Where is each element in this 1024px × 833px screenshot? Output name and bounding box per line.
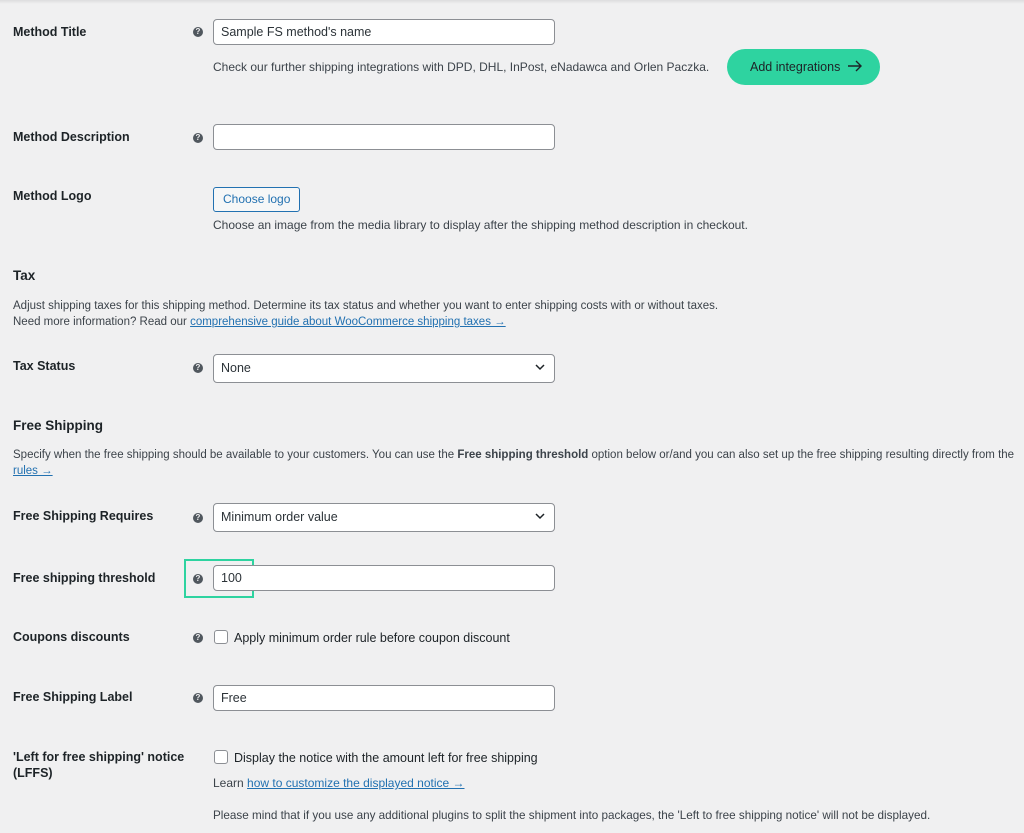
free-shipping-requires-value: Minimum order value bbox=[221, 510, 338, 524]
lffs-label-line1: 'Left for free shipping' notice bbox=[13, 750, 185, 764]
help-icon[interactable]: ? bbox=[193, 574, 203, 584]
tax-info bbox=[13, 314, 506, 330]
free-shipping-requires-select[interactable] bbox=[213, 503, 555, 532]
help-icon[interactable]: ? bbox=[193, 693, 203, 703]
fs-desc-pre: Specify when the free shipping should be available to your customers. You can use the bbox=[13, 449, 455, 461]
method-description-input[interactable] bbox=[213, 124, 555, 150]
lffs-label-line2: (LFFS) bbox=[13, 766, 53, 780]
method-title-input[interactable]: Sample FS method's name bbox=[213, 19, 555, 45]
arrow-right-icon bbox=[847, 60, 863, 72]
tax-heading: Tax bbox=[13, 268, 36, 283]
chevron-down-icon bbox=[535, 512, 545, 520]
tax-status-select[interactable] bbox=[213, 354, 555, 383]
tax-status-label: Tax Status bbox=[13, 359, 76, 373]
free-shipping-threshold-label: Free shipping threshold bbox=[13, 571, 156, 585]
logo-description: Choose an image from the media library to display after the shipping method description in checkout. bbox=[213, 218, 748, 232]
tax-guide-link[interactable]: comprehensive guide about WooCommerce shipping taxes → bbox=[190, 316, 506, 328]
tax-status-value: None bbox=[221, 361, 251, 375]
method-description-label: Method Description bbox=[13, 130, 130, 144]
free-shipping-heading: Free Shipping bbox=[13, 418, 104, 433]
coupons-discounts-label: Coupons discounts bbox=[13, 630, 130, 644]
free-shipping-description bbox=[13, 447, 1014, 463]
help-icon[interactable]: ? bbox=[193, 513, 203, 523]
lffs-learn-link[interactable]: how to customize the displayed notice → bbox=[247, 776, 465, 790]
add-integrations-label: Add integrations bbox=[750, 60, 841, 74]
help-icon[interactable]: ? bbox=[193, 27, 203, 37]
lffs-learn bbox=[213, 775, 465, 791]
help-icon[interactable]: ? bbox=[193, 133, 203, 143]
choose-logo-button[interactable]: Choose logo bbox=[213, 187, 300, 212]
rules-link[interactable]: rules → bbox=[13, 465, 53, 477]
lffs-checkbox[interactable] bbox=[214, 750, 228, 764]
fs-desc-bold: Free shipping threshold bbox=[457, 449, 589, 461]
rules-link-row bbox=[13, 463, 53, 479]
help-icon[interactable]: ? bbox=[193, 633, 203, 643]
free-shipping-threshold-input[interactable]: 100 bbox=[213, 565, 555, 591]
lffs-learn-prefix: Learn bbox=[213, 776, 244, 790]
free-shipping-label-input[interactable]: Free bbox=[213, 685, 555, 711]
add-integrations-button[interactable] bbox=[727, 49, 880, 85]
help-icon[interactable]: ? bbox=[193, 363, 203, 373]
method-title-label: Method Title bbox=[13, 25, 87, 39]
tax-description: Adjust shipping taxes for this shipping method. Determine its tax status and whether you want to enter shipping costs with or without taxes. bbox=[13, 300, 719, 312]
lffs-note: Please mind that if you use any additional plugins to split the shipment into packages, the 'Left to free shipping notice' will not be displayed. bbox=[213, 809, 931, 822]
top-shadow bbox=[0, 0, 1024, 4]
fs-desc-post: option below or/and you can also set up the free shipping resulting directly from the bbox=[591, 449, 1015, 461]
coupons-checkbox-label: Apply minimum order rule before coupon discount bbox=[234, 631, 510, 645]
integrations-text: Check our further shipping integrations with DPD, DHL, InPost, eNadawca and Orlen Paczka. bbox=[213, 60, 710, 74]
chevron-down-icon bbox=[535, 363, 545, 371]
free-shipping-requires-label: Free Shipping Requires bbox=[13, 509, 154, 523]
free-shipping-label-label: Free Shipping Label bbox=[13, 690, 133, 704]
tax-info-prefix: Need more information? Read our bbox=[13, 316, 187, 328]
coupons-checkbox[interactable] bbox=[214, 630, 228, 644]
lffs-checkbox-label: Display the notice with the amount left for free shipping bbox=[234, 751, 538, 765]
method-logo-label: Method Logo bbox=[13, 189, 92, 203]
